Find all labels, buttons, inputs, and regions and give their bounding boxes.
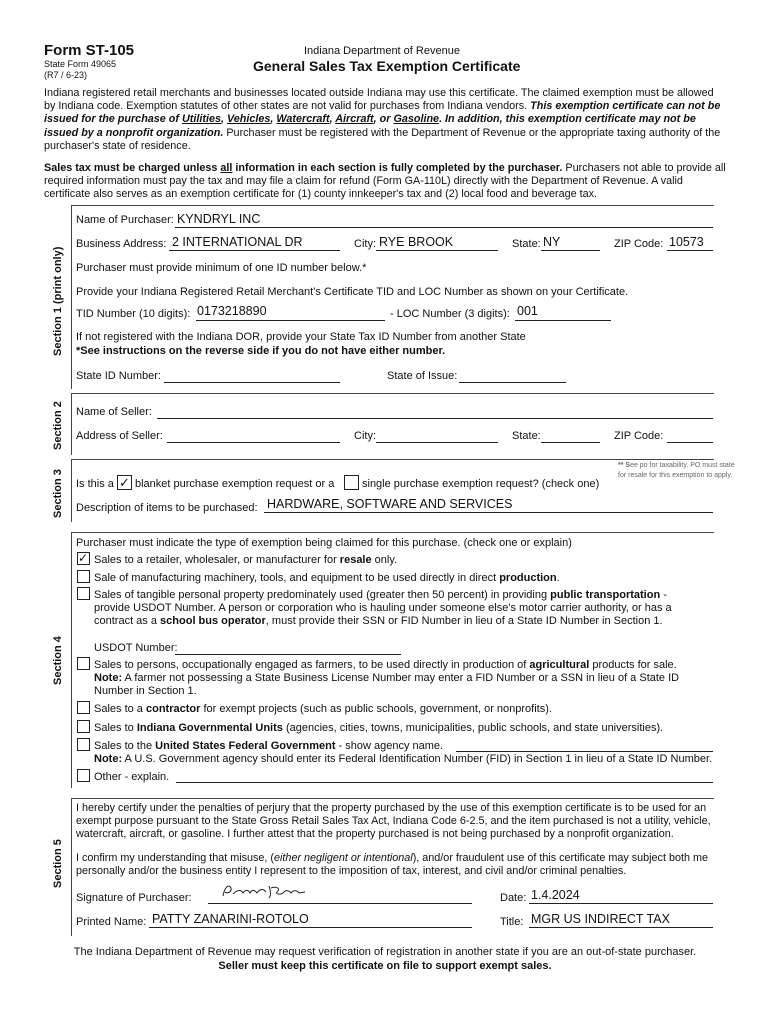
purchaser-name-field[interactable] (175, 227, 713, 228)
business-address-field[interactable] (169, 250, 340, 251)
description-value: HARDWARE, SOFTWARE AND SERVICES (267, 497, 513, 511)
resale-bold: resale (339, 554, 372, 566)
seller-zip-label: ZIP Code: (614, 430, 664, 442)
nonprofit-text: . In addition, this exemption certificate may not be issued by a nonprofit organization. (44, 113, 696, 139)
section2-label: Section 2 (52, 401, 64, 450)
business-address-value: 2 INTERNATIONAL DR (172, 235, 303, 249)
seller-zip-field[interactable] (667, 442, 713, 443)
section4-label: Section 4 (52, 636, 64, 685)
state-of-issue-label: State of Issue: (387, 370, 458, 382)
form-number: Form ST-105 (44, 42, 135, 59)
section3-left-border (71, 459, 72, 522)
loc-label: - LOC Number (3 digits): (390, 308, 510, 320)
utilities-text: Utilities (182, 113, 221, 126)
section1-label: Section 1 (print only) (52, 246, 64, 356)
transportation-text-3: , must provide their SSN or FID Number in lieu of a State ID Number in Section 1. (265, 615, 663, 628)
section3-label: Section 3 (52, 469, 64, 518)
government-units-option (94, 722, 663, 735)
production-checkbox[interactable] (77, 570, 90, 583)
federal-bold: United States Federal Government (155, 740, 336, 752)
resale-checkbox[interactable] (77, 552, 90, 565)
printed-name-field[interactable] (149, 927, 472, 928)
seller-address-label: Address of Seller: (76, 430, 163, 442)
charge-text-2: information in each section is fully completed by the purchaser. (232, 162, 563, 174)
loc-field[interactable] (515, 320, 611, 321)
production-bold: production (499, 572, 557, 584)
or-text: , or (373, 113, 394, 126)
school-bus-bold: school bus operator (160, 615, 266, 628)
taxability-note (618, 461, 743, 481)
section4-left-border (71, 532, 72, 788)
transportation-option (94, 589, 704, 629)
aircraft-text: Aircraft (335, 113, 374, 126)
contractor-checkbox[interactable] (77, 701, 90, 714)
contractor-option (94, 703, 552, 716)
agricultural-note: A farmer not possessing a State Business License Number may enter a FID Number or a SSN in lieu of a State ID Number in Section 1. (94, 672, 680, 698)
date-label: Date: (500, 892, 527, 904)
is-this-a-text: Is this a (76, 478, 114, 490)
min-id-instruction: Purchaser must provide minimum of one ID number below.* (76, 262, 367, 274)
description-field[interactable] (264, 512, 713, 513)
seller-city-field[interactable] (376, 442, 498, 443)
tid-value: 0173218890 (197, 304, 267, 318)
intro-text: Indiana registered retail merchants and businesses located outside Indiana may use this certificate. The claimed exemption must be allowed by Indiana code. Exemption statutes of other states are not valid for purchases from Indiana vendors. (44, 87, 714, 113)
certify-statement: I hereby certify under the penalties of perjury that the property purchased by the use of this exemption certificate is to be used for an exempt purpose pursuant to the State Gross Retail Sales Tax Act, Indiana Code 6-2.5, and the item purchased is not a utility, vehicle, watercraft, aircraft, or gasoline. I further attest that the property purchased is not being purchased by a nonprofit organization. (76, 802, 711, 841)
blanket-text: blanket purchase exemption request or a (135, 478, 335, 490)
page-title: General Sales Tax Exemption Certificate (253, 58, 521, 74)
not-registered-instruction: If not registered with the Indiana DOR, provide your State Tax ID Number from another State (76, 331, 526, 343)
federal-note-label: Note: (94, 753, 123, 765)
purchaser-city-value: RYE BROOK (379, 235, 454, 249)
section3-top-border (71, 459, 714, 460)
business-address-label: Business Address: (76, 238, 167, 250)
federal-government-checkbox[interactable] (77, 738, 90, 751)
seller-state-field[interactable] (541, 442, 600, 443)
intro-paragraph-2 (44, 162, 726, 202)
charge-text: Sales tax must be charged unless (44, 162, 221, 174)
seller-name-field[interactable] (157, 418, 713, 419)
purchaser-name-label: Name of Purchaser: (76, 214, 174, 226)
registration-text: Purchaser must be registered with the Department of Revenue or the appropriate taxing authority of the purchaser's state of residence. (44, 126, 721, 152)
tid-field[interactable] (196, 320, 385, 321)
title-field[interactable] (529, 927, 713, 928)
transportation-text: Sales of tangible personal property predominately used (greater then 50 percent) in providing (94, 589, 551, 601)
intro-paragraph: Indiana registered retail merchants and businesses located outside Indiana may use this certificate. The claimed exemption must be allowed by Indiana code. Exemption statutes of other states are not valid for purchases from Indiana vendors. This exemption certificate can not be issued for the purchase of Utilities, Vehicles, Watercraft, Aircraft, or Gasoline. In addition, this exemption certificate may not be issued by a nonprofit organization. Purchaser must be registered with the Department of Revenue or the appropriate taxing authority of the purchaser's state of residence. (44, 87, 721, 152)
intro-bold-text: This exemption certificate can not be issued for the purchase of (44, 100, 721, 126)
signature-field[interactable] (208, 903, 472, 904)
title-label: Title: (500, 916, 524, 928)
purchaser-zip-label: ZIP Code: (614, 238, 664, 250)
checkmark-icon: ✓ (78, 551, 89, 565)
seller-city-label: City: (354, 430, 376, 442)
section5-label: Section 5 (52, 839, 64, 888)
section5-top-border (71, 798, 714, 799)
note-prefix: ** S (618, 462, 631, 469)
note-text: ee po for taxability. PO must state for resale for this exemption to apply. (618, 462, 735, 479)
resale-text: Sales to a retailer, wholesaler, or manufacturer for (94, 554, 340, 566)
state-id-field[interactable] (164, 382, 340, 383)
agricultural-checkbox[interactable] (77, 657, 90, 670)
date-value: 1.4.2024 (531, 888, 580, 902)
footer-keep-on-file: Seller must keep this certificate on file to support exempt sales. (218, 960, 552, 972)
production-end: . (556, 572, 560, 584)
printed-name-value: PATTY ZANARINI-ROTOLO (152, 912, 309, 926)
purchaser-state-value: NY (543, 235, 561, 249)
agricultural-bold: agricultural (529, 659, 590, 671)
section4-top-border (71, 532, 714, 533)
description-label: Description of items to be purchased: (76, 502, 258, 514)
contractor-bold: contractor (145, 703, 201, 715)
confirm-text-2: ), and/or fraudulent use of this certificate may subject both me personally and/or the business entity I represent to the imposition of tax, interest, and civil and/or criminal penalties. (76, 852, 708, 878)
other-checkbox[interactable] (77, 769, 90, 782)
federal-note (94, 753, 712, 766)
confirm-text: I confirm my understanding that misuse, ( (76, 852, 275, 864)
transportation-bold: public transportation (550, 589, 661, 601)
tid-label: TID Number (10 digits): (76, 308, 191, 320)
resale-end: only. (371, 554, 398, 566)
contractor-end: for exempt projects (such as public schools, government, or nonprofits). (200, 703, 552, 715)
section1-left-border (71, 205, 72, 389)
blanket-checkbox[interactable] (117, 475, 132, 490)
section2-left-border (71, 393, 72, 455)
gasoline-text: Gasoline (393, 113, 440, 126)
usdot-field[interactable] (175, 654, 401, 655)
state-form-number: State Form 49065 (44, 59, 117, 69)
confirm-statement (76, 852, 716, 878)
section4-intro: Purchaser must indicate the type of exemption being claimed for this purchase. (check one or explain) (76, 537, 572, 549)
purchaser-zip-value: 10573 (669, 235, 704, 249)
contractor-text: Sales to a (94, 703, 146, 715)
title-value: MGR US INDIRECT TAX (531, 912, 670, 926)
provide-tid-instruction: Provide your Indiana Registered Retail Merchant's Certificate TID and LOC Number as shown on your Certificate. (76, 286, 629, 298)
seller-name-label: Name of Seller: (76, 406, 152, 418)
purchaser-name-value: KYNDRYL INC (177, 212, 261, 226)
section5-left-border (71, 798, 72, 936)
transportation-text-2: - provide USDOT Number. A person or corporation who is hauling under someone else's motor carrier authority, or has a contract as a (94, 589, 672, 628)
purchaser-city-field[interactable] (376, 250, 498, 251)
gov-units-text: Sales to (94, 722, 137, 734)
checkmark-icon: ✓ (119, 475, 130, 490)
agency-name-field[interactable] (456, 751, 713, 752)
federal-text: Sales to the (94, 740, 156, 752)
federal-government-option (94, 740, 443, 753)
state-id-label: State ID Number: (76, 370, 161, 382)
other-option: Other - explain. (94, 771, 170, 783)
vehicles-text: Vehicles (227, 113, 271, 126)
printed-name-label: Printed Name: (76, 916, 147, 928)
department-name: Indiana Department of Revenue (304, 45, 460, 57)
gov-units-bold: Indiana Governmental Units (136, 722, 283, 734)
government-units-checkbox[interactable] (77, 720, 90, 733)
transportation-checkbox[interactable] (77, 587, 90, 600)
purchaser-state-label: State: (512, 238, 541, 250)
gov-units-end: (agencies, cities, towns, municipalities, public schools, and state universities). (282, 722, 664, 734)
single-text: single purchase exemption request? (check one) (362, 478, 600, 490)
agricultural-option (94, 659, 704, 699)
seller-address-field[interactable] (167, 442, 340, 443)
state-of-issue-field[interactable] (459, 382, 566, 383)
seller-state-label: State: (512, 430, 541, 442)
watercraft-text: Watercraft (276, 113, 330, 126)
signature-label: Signature of Purchaser: (76, 892, 192, 904)
section1-top-border (71, 205, 714, 206)
signature-image (219, 880, 309, 902)
purchaser-city-label: City: (354, 238, 376, 250)
refund-text: Purchasers not able to provide all required information must pay the tax and may file a claim for refund (Form GA-110L) directly with the Department of Revenue. A valid certificate also serves as an exemption certificate for (1) county innkeeper's tax and (2) local food and beverage tax. (44, 162, 726, 201)
agricultural-note-label: Note: (94, 672, 123, 685)
purchaser-state-field[interactable] (541, 250, 600, 251)
purchaser-zip-field[interactable] (667, 250, 713, 251)
loc-value: 001 (517, 304, 538, 318)
federal-end: - show agency name. (335, 740, 444, 752)
federal-note-text: A U.S. Government agency should enter its Federal Identification Number (FID) in Section 1 in lieu of a State ID Number. (122, 753, 713, 765)
confirm-italic: either negligent or intentional (274, 852, 413, 864)
production-option (94, 572, 560, 585)
date-field[interactable] (529, 903, 713, 904)
footer-verification: The Indiana Department of Revenue may request verification of registration in another state if you are an out-of-state purchaser. (73, 946, 697, 958)
single-checkbox[interactable] (344, 475, 359, 490)
resale-option (94, 554, 397, 567)
all-text: all (220, 162, 233, 174)
usdot-label: USDOT Number: (94, 642, 178, 654)
see-instructions-note: *See instructions on the reverse side if you do not have either number. (76, 345, 446, 357)
agricultural-text: Sales to persons, occupationally engaged as farmers, to be used directly in production of (94, 659, 530, 671)
other-explain-field[interactable] (176, 782, 713, 783)
production-text: Sale of manufacturing machinery, tools, and equipment to be used directly in direct (94, 572, 500, 584)
form-revision: (R7 / 6-23) (44, 70, 88, 80)
agricultural-end: products for sale. (589, 659, 677, 671)
section2-top-border (71, 393, 714, 394)
